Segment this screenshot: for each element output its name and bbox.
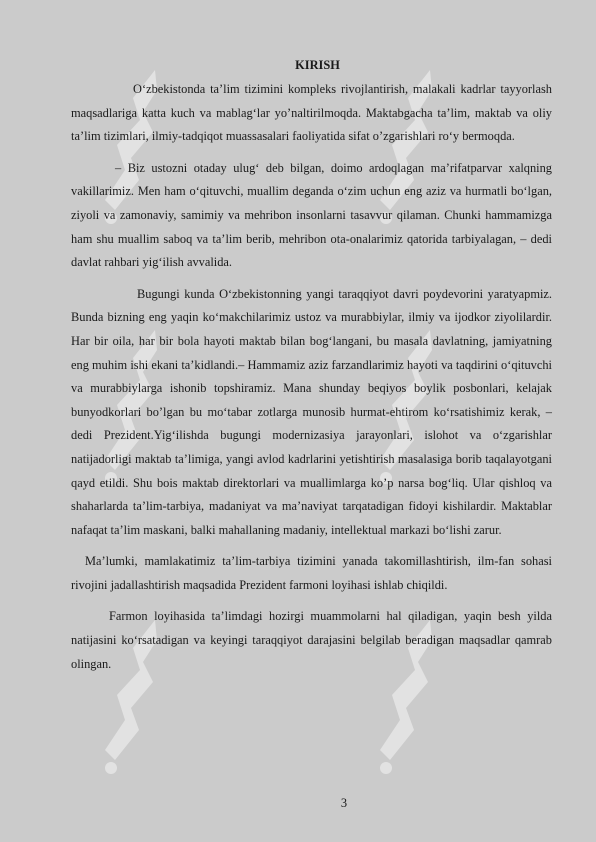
document-body	[71, 56, 552, 676]
paragraph-4: Ma’lumki, mamlakatimiz ta’lim-tarbiya tizimini yanada takomillashtirish, ilm-fan sohasi rivojini jadallashtirish maqsadida Prezident farmoni loyihasi ishlab chiqildi.	[71, 554, 552, 592]
paragraph-5: Farmon loyihasida ta’limdagi hozirgi muammolarni hal qiladigan, yaqin besh yilda natijasini ko‘rsatadigan va keyingi taraqqiyot darajasini belgilab beradigan maqsadlar qamrab olingan.	[71, 609, 552, 671]
page-title: KIRISH	[295, 58, 340, 72]
paragraph-2: – Biz ustozni otaday ulug‘ deb bilgan, doimo ardoqlagan ma’rifatparvar xalqning vakillarimiz. Men ham o‘qituvchi, muallim deganda o‘zim uchun eng aziz va hurmatli bo‘lgan, ziyoli va zamonaviy, samimiy va mehribon insonlarni tasavvur qilaman. Chunki hammamizga ham shu muallim saboq va ta’lim berib, mehribon ota-onalarimiz qatorida tarbiyalagan, – dedi davlat rahbari yig‘ilish avvalida.	[71, 160, 552, 270]
page-number: 3	[340, 796, 348, 810]
paragraph-1: O‘zbekistonda ta’lim tizimini kompleks rivojlantirish, malakali kadrlar tayyorlash maqsadlariga katta kuch va mablag‘lar yo’naltirilmoqda. Maktabgacha ta’lim, maktab va oliy ta’lim tizimlari, ilmiy-tadqiqot muassasalari faoliyatida sifat o’zgarishlari ro‘y bermoqda.	[71, 82, 552, 144]
paragraph-3: Bugungi kunda O‘zbekistonning yangi taraqqiyot davri poydevorini yaratyapmiz. Bunda bizning eng yaqin ko‘makchilarimiz ustoz va murabbiylar, ilmiy va ijodkor ziyolilardir. Har bir oila, har bir bola hayoti maktab bilan bog‘langani, bu masala davlatning, jamiyatning eng muhim ishi ekani ta’kidlandi.– Hammamiz aziz farzandlarimiz hayoti va taqdirini o‘qituvchi va murabbiylarga ishonib topshiramiz. Mana shunday beqiyos boylik posbonlari, kelajak bunyodkorlari bo’lgan bu mo‘tabar zotlarga munosib hurmat-ehtirom ko‘rsatishimiz kerak, – dedi Prezident.Yig‘ilishda bugungi modernizasiya jarayonlari, islohot va o‘zgarishlar natijadorligi maktab ta’limiga, yangi avlod kadrlarini yetishtirish masalasiga borib taqalayotgani qayd etildi. Shu bois maktab direktorlari va muallimlarga ko’p narsa bog‘liq. Ular qishloq va shaharlarda ta’lim-tarbiya, madaniyat va ma’naviyat tarqatadigan fidoyi kishilardir. Maktablar nafaqat ta’lim maskani, balki mahallaning madaniy, intellektual markazi bo‘lishi zarur.	[71, 286, 552, 537]
